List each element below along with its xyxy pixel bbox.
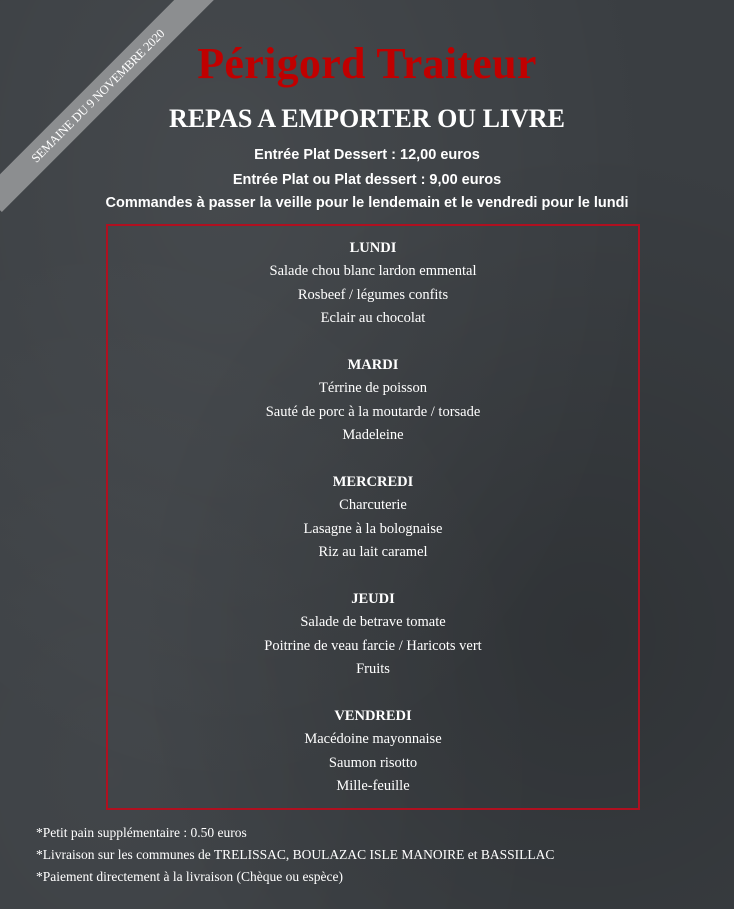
week-ribbon: SEMAINE DU 9 NOVEMBRE 2020	[0, 0, 214, 212]
day-tuesday	[108, 354, 638, 448]
dish-main: Rosbeef / légumes confits	[297, 286, 449, 303]
page-headline: REPAS A EMPORTER OU LIVRE	[169, 104, 565, 133]
note-payment: *Paiement directement à la livraison (Chèque ou espèce)	[36, 869, 344, 884]
day-name: LUNDI	[349, 240, 397, 256]
day-monday	[108, 237, 638, 331]
dish-dessert: Mille-feuille	[336, 778, 410, 795]
dish-starter: Térrine de poisson	[319, 380, 427, 397]
weekly-menu-box	[106, 224, 640, 810]
day-thursday	[108, 588, 638, 682]
dish-main: Poitrine de veau farcie / Haricots vert	[264, 637, 482, 654]
day-name: JEUDI	[351, 591, 395, 607]
dish-starter: Charcuterie	[339, 497, 407, 514]
dish-dessert: Madeleine	[342, 427, 404, 444]
note-bread: *Petit pain supplémentaire : 0.50 euros	[36, 825, 247, 840]
day-name: MERCREDI	[332, 474, 414, 490]
footnotes	[36, 822, 554, 888]
dish-dessert: Riz au lait caramel	[318, 544, 428, 561]
day-wednesday	[108, 471, 638, 565]
dish-main: Sauté de porc à la moutarde / torsade	[265, 403, 481, 420]
note-delivery-area: *Livraison sur les communes de TRELISSAC, BOULAZAC ISLE MANOIRE et BASSILLAC	[36, 847, 555, 862]
dish-starter: Macédoine mayonnaise	[304, 731, 442, 748]
dish-dessert: Fruits	[356, 661, 390, 678]
dish-main: Saumon risotto	[328, 754, 418, 771]
day-name: VENDREDI	[334, 708, 412, 724]
price-two-courses: Entrée Plat ou Plat dessert : 9,00 euros	[232, 172, 502, 188]
day-name: MARDI	[347, 357, 399, 373]
dish-dessert: Eclair au chocolat	[320, 310, 426, 327]
day-friday	[108, 705, 638, 799]
dish-main: Lasagne à la bolognaise	[303, 520, 443, 537]
brand-title: Périgord Traiteur	[197, 39, 537, 88]
order-deadline-note: Commandes à passer la veille pour le lendemain et le vendredi pour le lundi	[105, 195, 629, 211]
dish-starter: Salade chou blanc lardon emmental	[269, 263, 477, 280]
dish-starter: Salade de betrave tomate	[300, 614, 446, 631]
price-full-menu: Entrée Plat Dessert : 12,00 euros	[254, 147, 480, 163]
